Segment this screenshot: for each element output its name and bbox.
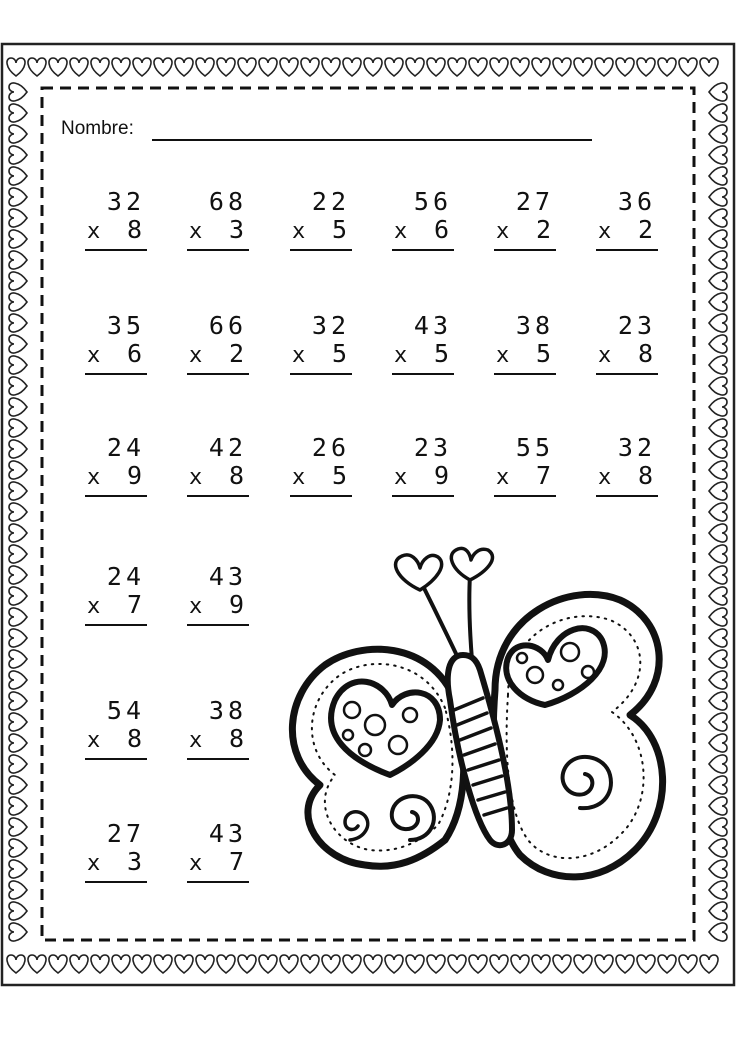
multiplicand: 26 bbox=[311, 433, 350, 462]
border-heart bbox=[709, 923, 727, 941]
border-heart bbox=[9, 608, 27, 626]
multiply-sign: x bbox=[496, 465, 510, 490]
multiply-sign: x bbox=[394, 343, 408, 368]
border-heart bbox=[28, 58, 46, 76]
multiplication-problem bbox=[596, 312, 658, 376]
border-heart bbox=[709, 881, 727, 899]
border-heart bbox=[709, 188, 727, 206]
border-heart bbox=[7, 955, 25, 973]
border-heart bbox=[9, 881, 27, 899]
multiply-sign: x bbox=[189, 851, 203, 876]
multiplication-problem bbox=[290, 434, 352, 498]
border-heart bbox=[616, 955, 634, 973]
border-heart bbox=[9, 335, 27, 353]
border-heart bbox=[709, 419, 727, 437]
multiplication-problem bbox=[187, 312, 249, 376]
border-heart bbox=[709, 839, 727, 857]
border-heart bbox=[9, 167, 27, 185]
answer-line[interactable] bbox=[85, 249, 147, 251]
border-heart bbox=[364, 955, 382, 973]
multiplicand: 27 bbox=[106, 819, 145, 848]
answer-line[interactable] bbox=[187, 373, 249, 375]
border-heart bbox=[280, 58, 298, 76]
multiply-sign: x bbox=[87, 594, 101, 619]
border-heart bbox=[616, 58, 634, 76]
multiply-sign: x bbox=[394, 465, 408, 490]
border-heart bbox=[709, 566, 727, 584]
multiplicand: 66 bbox=[208, 311, 247, 340]
border-heart bbox=[709, 377, 727, 395]
multiplicand: 24 bbox=[106, 433, 145, 462]
border-heart bbox=[469, 955, 487, 973]
border-heart bbox=[49, 58, 67, 76]
multiply-sign: x bbox=[189, 594, 203, 619]
border-heart bbox=[364, 58, 382, 76]
border-heart bbox=[91, 955, 109, 973]
border-heart bbox=[9, 104, 27, 122]
border-heart bbox=[553, 58, 571, 76]
multiplicand: 42 bbox=[208, 433, 247, 462]
multiplication-problem bbox=[392, 434, 454, 498]
multiplication-problem bbox=[596, 434, 658, 498]
answer-line[interactable] bbox=[494, 373, 556, 375]
multiplier: 8 bbox=[637, 461, 653, 490]
border-heart bbox=[709, 293, 727, 311]
multiply-sign: x bbox=[189, 219, 203, 244]
multiply-sign: x bbox=[292, 465, 306, 490]
border-heart bbox=[709, 524, 727, 542]
border-heart bbox=[9, 398, 27, 416]
border-heart bbox=[9, 566, 27, 584]
multiply-sign: x bbox=[292, 219, 306, 244]
border-heart bbox=[709, 209, 727, 227]
border-heart bbox=[9, 314, 27, 332]
answer-line[interactable] bbox=[187, 758, 249, 760]
border-heart bbox=[9, 461, 27, 479]
multiplication-problem bbox=[187, 434, 249, 498]
border-heart bbox=[709, 629, 727, 647]
multiplicand: 36 bbox=[617, 187, 656, 216]
answer-line[interactable] bbox=[392, 495, 454, 497]
answer-line[interactable] bbox=[187, 624, 249, 626]
multiply-sign: x bbox=[598, 219, 612, 244]
multiplication-problem bbox=[494, 434, 556, 498]
border-heart bbox=[427, 58, 445, 76]
border-heart bbox=[658, 955, 676, 973]
multiply-sign: x bbox=[87, 343, 101, 368]
border-heart bbox=[175, 955, 193, 973]
border-heart bbox=[154, 955, 172, 973]
multiplicand: 32 bbox=[617, 433, 656, 462]
antenna-heart-right bbox=[451, 548, 492, 580]
border-heart bbox=[709, 608, 727, 626]
answer-line[interactable] bbox=[85, 758, 147, 760]
answer-line[interactable] bbox=[392, 249, 454, 251]
answer-line[interactable] bbox=[85, 373, 147, 375]
border-heart bbox=[9, 524, 27, 542]
border-heart bbox=[175, 58, 193, 76]
border-heart bbox=[133, 58, 151, 76]
border-heart bbox=[9, 503, 27, 521]
butterfly-illustration bbox=[280, 540, 670, 920]
border-heart bbox=[406, 955, 424, 973]
border-heart bbox=[133, 955, 151, 973]
answer-line[interactable] bbox=[85, 881, 147, 883]
border-heart bbox=[9, 419, 27, 437]
border-heart bbox=[301, 955, 319, 973]
border-heart bbox=[700, 955, 718, 973]
border-heart bbox=[9, 629, 27, 647]
answer-line[interactable] bbox=[392, 373, 454, 375]
border-heart bbox=[700, 58, 718, 76]
multiplier: 8 bbox=[126, 215, 142, 244]
answer-line[interactable] bbox=[290, 495, 352, 497]
multiplicand: 27 bbox=[515, 187, 554, 216]
border-heart bbox=[280, 955, 298, 973]
border-heart bbox=[9, 377, 27, 395]
multiply-sign: x bbox=[189, 465, 203, 490]
border-heart bbox=[709, 272, 727, 290]
multiplication-problem bbox=[85, 697, 147, 761]
multiplication-problem bbox=[392, 312, 454, 376]
answer-line[interactable] bbox=[596, 373, 658, 375]
multiplier: 5 bbox=[535, 339, 551, 368]
border-heart bbox=[709, 776, 727, 794]
border-heart bbox=[9, 83, 27, 101]
multiplicand: 43 bbox=[413, 311, 452, 340]
multiply-sign: x bbox=[87, 219, 101, 244]
multiplicand: 35 bbox=[106, 311, 145, 340]
multiplicand: 23 bbox=[413, 433, 452, 462]
border-heart bbox=[709, 671, 727, 689]
multiplier: 8 bbox=[637, 339, 653, 368]
border-heart bbox=[709, 860, 727, 878]
border-heart bbox=[217, 58, 235, 76]
multiplicand: 56 bbox=[413, 187, 452, 216]
border-heart bbox=[709, 734, 727, 752]
multiplication-problem bbox=[290, 188, 352, 252]
border-heart bbox=[259, 955, 277, 973]
answer-line[interactable] bbox=[187, 249, 249, 251]
border-heart bbox=[637, 58, 655, 76]
multiplication-problem bbox=[392, 188, 454, 252]
border-heart bbox=[9, 923, 27, 941]
multiplicand: 43 bbox=[208, 562, 247, 591]
answer-line[interactable] bbox=[596, 495, 658, 497]
border-heart bbox=[709, 146, 727, 164]
border-heart bbox=[28, 955, 46, 973]
border-heart bbox=[9, 482, 27, 500]
multiplier: 2 bbox=[228, 339, 244, 368]
border-heart bbox=[196, 58, 214, 76]
antenna-heart-left bbox=[396, 555, 442, 590]
border-heart bbox=[709, 440, 727, 458]
multiplier: 7 bbox=[228, 847, 244, 876]
multiplier: 2 bbox=[535, 215, 551, 244]
border-heart bbox=[385, 58, 403, 76]
border-heart bbox=[9, 734, 27, 752]
multiplication-problem bbox=[596, 188, 658, 252]
multiply-sign: x bbox=[598, 343, 612, 368]
border-heart bbox=[9, 440, 27, 458]
border-heart bbox=[238, 955, 256, 973]
border-heart bbox=[322, 955, 340, 973]
border-heart bbox=[709, 545, 727, 563]
border-heart bbox=[709, 713, 727, 731]
multiplicand: 32 bbox=[311, 311, 350, 340]
multiplication-problem bbox=[85, 820, 147, 884]
border-heart bbox=[238, 58, 256, 76]
answer-line[interactable] bbox=[596, 249, 658, 251]
border-heart bbox=[427, 955, 445, 973]
border-heart bbox=[9, 251, 27, 269]
border-heart bbox=[709, 125, 727, 143]
multiplier: 6 bbox=[433, 215, 449, 244]
multiply-sign: x bbox=[598, 465, 612, 490]
border-heart bbox=[9, 755, 27, 773]
multiplier: 9 bbox=[126, 461, 142, 490]
border-heart bbox=[574, 58, 592, 76]
multiply-sign: x bbox=[87, 728, 101, 753]
border-heart bbox=[9, 545, 27, 563]
border-heart bbox=[709, 692, 727, 710]
border-heart bbox=[709, 503, 727, 521]
multiplicand: 55 bbox=[515, 433, 554, 462]
border-heart bbox=[709, 167, 727, 185]
border-heart bbox=[709, 755, 727, 773]
border-heart bbox=[709, 104, 727, 122]
multiply-sign: x bbox=[496, 343, 510, 368]
multiplication-problem bbox=[85, 312, 147, 376]
multiplicand: 22 bbox=[311, 187, 350, 216]
multiplicand: 23 bbox=[617, 311, 656, 340]
multiplier: 2 bbox=[637, 215, 653, 244]
multiplier: 5 bbox=[331, 461, 347, 490]
answer-line[interactable] bbox=[290, 249, 352, 251]
border-heart bbox=[9, 650, 27, 668]
multiplicand: 24 bbox=[106, 562, 145, 591]
answer-line[interactable] bbox=[494, 495, 556, 497]
border-heart bbox=[154, 58, 172, 76]
multiplier: 6 bbox=[126, 339, 142, 368]
border-heart bbox=[259, 58, 277, 76]
border-heart bbox=[112, 955, 130, 973]
border-heart bbox=[9, 125, 27, 143]
border-heart bbox=[9, 713, 27, 731]
border-heart bbox=[595, 58, 613, 76]
answer-line[interactable] bbox=[187, 881, 249, 883]
border-heart bbox=[709, 398, 727, 416]
border-heart bbox=[343, 955, 361, 973]
answer-line[interactable] bbox=[85, 495, 147, 497]
border-heart bbox=[9, 293, 27, 311]
multiplier: 8 bbox=[228, 724, 244, 753]
border-heart bbox=[9, 692, 27, 710]
border-heart bbox=[532, 955, 550, 973]
multiplication-problem bbox=[85, 188, 147, 252]
multiplication-problem bbox=[290, 312, 352, 376]
multiplier: 8 bbox=[126, 724, 142, 753]
multiplicand: 43 bbox=[208, 819, 247, 848]
multiplier: 5 bbox=[331, 339, 347, 368]
multiply-sign: x bbox=[394, 219, 408, 244]
multiplier: 9 bbox=[433, 461, 449, 490]
multiplicand: 38 bbox=[208, 696, 247, 725]
multiply-sign: x bbox=[189, 728, 203, 753]
multiplicand: 32 bbox=[106, 187, 145, 216]
multiplication-problem bbox=[187, 563, 249, 627]
multiplier: 5 bbox=[433, 339, 449, 368]
border-heart bbox=[469, 58, 487, 76]
border-heart bbox=[196, 955, 214, 973]
multiplicand: 54 bbox=[106, 696, 145, 725]
border-heart bbox=[9, 272, 27, 290]
multiply-sign: x bbox=[292, 343, 306, 368]
border-heart bbox=[709, 230, 727, 248]
multiplier: 9 bbox=[228, 590, 244, 619]
name-label: Nombre: bbox=[61, 118, 134, 139]
border-heart bbox=[511, 58, 529, 76]
border-heart bbox=[9, 188, 27, 206]
border-heart bbox=[679, 58, 697, 76]
border-heart bbox=[9, 776, 27, 794]
border-heart bbox=[385, 955, 403, 973]
border-heart bbox=[7, 58, 25, 76]
multiplier: 3 bbox=[126, 847, 142, 876]
border-heart bbox=[70, 58, 88, 76]
border-heart bbox=[217, 955, 235, 973]
border-heart bbox=[9, 146, 27, 164]
border-heart bbox=[490, 955, 508, 973]
multiplier: 7 bbox=[535, 461, 551, 490]
border-heart bbox=[9, 902, 27, 920]
multiplication-problem bbox=[85, 563, 147, 627]
answer-line[interactable] bbox=[187, 495, 249, 497]
border-heart bbox=[709, 797, 727, 815]
border-heart bbox=[709, 251, 727, 269]
border-heart bbox=[637, 955, 655, 973]
border-heart bbox=[49, 955, 67, 973]
answer-line[interactable] bbox=[290, 373, 352, 375]
multiplication-problem bbox=[187, 697, 249, 761]
border-heart bbox=[709, 356, 727, 374]
border-heart bbox=[112, 58, 130, 76]
multiplier: 8 bbox=[228, 461, 244, 490]
border-heart bbox=[709, 902, 727, 920]
border-heart bbox=[9, 356, 27, 374]
border-heart bbox=[658, 58, 676, 76]
border-heart bbox=[448, 955, 466, 973]
border-heart bbox=[448, 58, 466, 76]
multiplication-problem bbox=[85, 434, 147, 498]
border-heart bbox=[91, 58, 109, 76]
answer-line[interactable] bbox=[494, 249, 556, 251]
border-heart bbox=[343, 58, 361, 76]
border-heart bbox=[709, 335, 727, 353]
multiplicand: 68 bbox=[208, 187, 247, 216]
multiplication-problem bbox=[494, 312, 556, 376]
border-heart bbox=[9, 587, 27, 605]
border-heart bbox=[9, 797, 27, 815]
border-heart bbox=[70, 955, 88, 973]
border-heart bbox=[553, 955, 571, 973]
border-heart bbox=[532, 58, 550, 76]
border-heart bbox=[9, 671, 27, 689]
border-heart bbox=[709, 314, 727, 332]
border-heart bbox=[709, 650, 727, 668]
name-write-line[interactable] bbox=[152, 139, 592, 141]
multiplier: 3 bbox=[228, 215, 244, 244]
multiply-sign: x bbox=[496, 219, 510, 244]
multiplication-problem bbox=[494, 188, 556, 252]
multiplier: 5 bbox=[331, 215, 347, 244]
multiplication-problem bbox=[187, 188, 249, 252]
border-heart bbox=[9, 818, 27, 836]
border-heart bbox=[595, 955, 613, 973]
border-heart bbox=[511, 955, 529, 973]
border-heart bbox=[301, 58, 319, 76]
border-heart bbox=[9, 209, 27, 227]
border-heart bbox=[709, 587, 727, 605]
multiplicand: 38 bbox=[515, 311, 554, 340]
multiply-sign: x bbox=[189, 343, 203, 368]
border-heart bbox=[709, 818, 727, 836]
border-heart bbox=[709, 461, 727, 479]
multiplication-problem bbox=[187, 820, 249, 884]
border-heart bbox=[9, 230, 27, 248]
multiply-sign: x bbox=[87, 465, 101, 490]
multiplier: 7 bbox=[126, 590, 142, 619]
border-heart bbox=[9, 839, 27, 857]
multiply-sign: x bbox=[87, 851, 101, 876]
border-heart bbox=[9, 860, 27, 878]
border-heart bbox=[490, 58, 508, 76]
border-heart bbox=[574, 955, 592, 973]
answer-line[interactable] bbox=[85, 624, 147, 626]
border-heart bbox=[679, 955, 697, 973]
border-heart bbox=[709, 482, 727, 500]
border-heart bbox=[406, 58, 424, 76]
border-heart bbox=[322, 58, 340, 76]
border-heart bbox=[709, 83, 727, 101]
